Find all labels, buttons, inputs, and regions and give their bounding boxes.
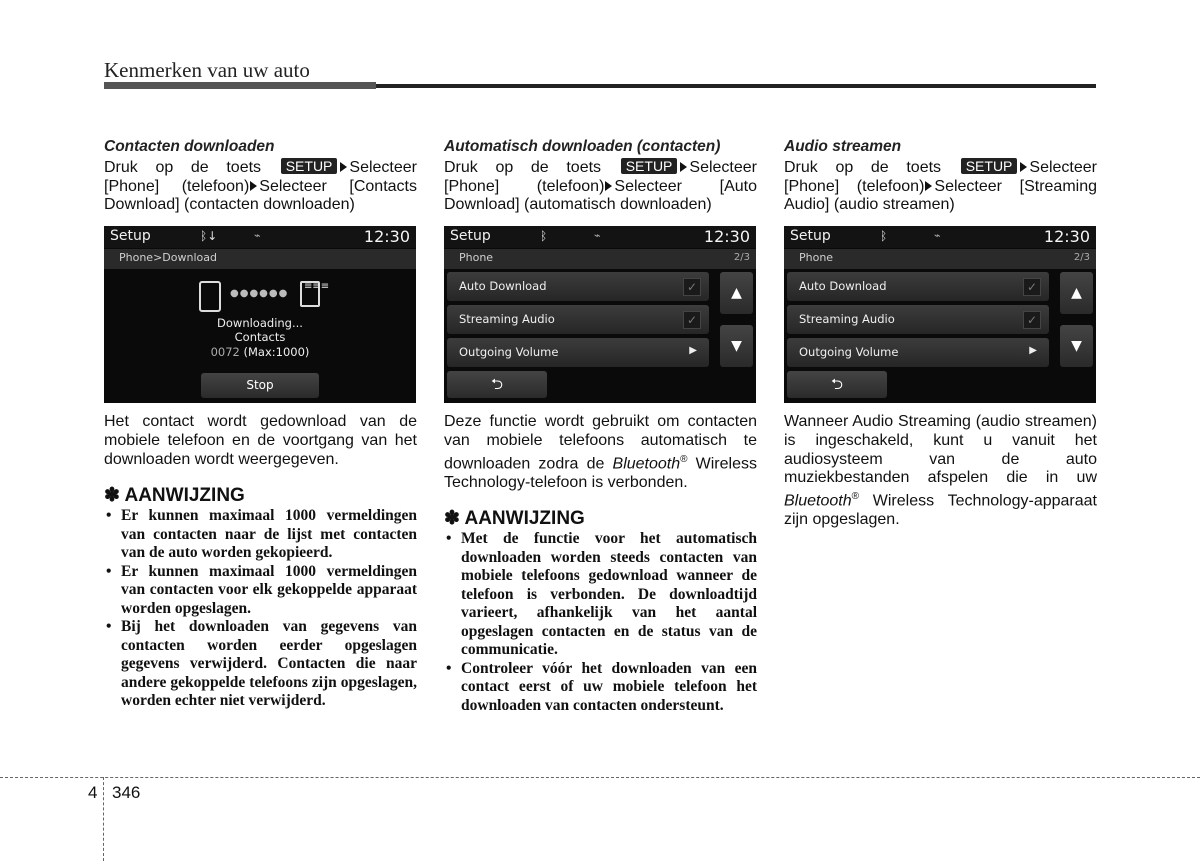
screen-download [104,226,416,403]
menu-item-label: Outgoing Volume [799,345,899,360]
instruction-part: Druk op de toets [444,159,602,176]
checkbox-icon[interactable]: ✓ [1023,311,1041,329]
scroll-down-button[interactable]: ▼ [720,325,753,367]
download-count [104,345,416,359]
brand-name: Bluetooth [612,454,681,472]
screen-title: Setup [110,228,151,245]
page-indicator: 2/3 [733,252,750,264]
list-item: • Controleer vóór het downloaden van een contact eerst of uw mobiele telefoon het downloaden van contacten ondersteunt. [444,660,757,716]
setup-key-badge: SETUP [621,158,678,174]
instruction-part: Selecteer [Phone] (telefoon) [444,159,757,195]
screen-breadcrumb: Phone>Download [119,251,217,265]
chevron-right-icon: ▶ [689,345,697,357]
screen-clock: 12:30 [703,227,750,247]
scroll-up-button[interactable]: ▲ [720,272,753,314]
instruction-part: Selecteer [Phone] (telefoon) [784,159,1097,195]
screen-title: Setup [790,228,831,245]
menu-item-streaming-audio[interactable] [447,305,709,334]
back-button[interactable]: ⮌ [787,371,887,398]
instruction-text [104,158,417,215]
header-rule-accent [104,82,376,89]
menu-item-auto-download[interactable] [787,272,1049,301]
page-title: Kenmerken van uw auto [104,58,310,82]
registered-mark: ® [851,490,859,502]
body-part: Deze functie wordt gebruikt om contacten van mobiele telefoons automatisch te downloaden zodra de [444,413,757,472]
instruction-part: Selecteer [Streaming Audio] (audio streamen) [784,177,1097,214]
screen-title: Setup [450,228,491,245]
footer-vertical-divider [103,777,104,861]
menu-item-label: Auto Download [799,279,887,294]
list-item: • Er kunnen maximaal 1000 vermeldingen van contacten naar de lijst met contacten van de auto worden gekopieerd. [104,507,417,563]
body-text: Het contact wordt gedownload van de mobiele telefoon en de voortgang van het downloaden wordt weergegeven. [104,413,417,468]
menu-item-label: Auto Download [459,279,547,294]
menu-item-label: Streaming Audio [459,312,555,327]
screen-title-bar [784,226,1096,248]
triangle-arrow-icon [340,162,347,172]
section-heading: Automatisch downloaden (contacten) [444,138,721,155]
bluetooth-icon: ᛒ [880,229,888,244]
footer-divider [0,777,1200,778]
instruction-text [444,158,757,215]
triangle-arrow-icon [250,181,257,191]
column-auto-download [444,138,757,715]
body-part: Wanneer Audio Streaming (audio streamen) is ingeschakeld, kunt u vanuit het audiosysteem van de auto muziekbestanden afspelen die in uw [784,413,1097,487]
back-button[interactable]: ⮌ [447,371,547,398]
section-heading: Audio streamen [784,138,902,155]
section-heading: Contacten downloaden [104,138,275,155]
screen-section: Phone [459,251,494,265]
setup-key-badge: SETUP [281,158,338,174]
scroll-down-button[interactable]: ▼ [1060,325,1093,367]
instruction-part: Selecteer [Contacts Download] (contacten downloaden) [104,177,417,214]
download-status: Downloading... [217,316,303,331]
brand-name: Bluetooth [784,492,852,510]
note-box [444,507,757,715]
screen-phone-settings [784,226,1096,403]
screen-section-bar [444,249,756,269]
usb-icon: ⌁ [934,229,941,243]
chapter-number: 4 [88,783,98,802]
triangle-arrow-icon [1020,162,1027,172]
bluetooth-icon: ᛒ [540,229,548,244]
triangle-arrow-icon [680,162,687,172]
checkbox-icon[interactable]: ✓ [1023,278,1041,296]
screen-section: Phone [799,251,834,265]
screen-breadcrumb-bar [104,249,416,269]
list-item: • Er kunnen maximaal 1000 vermeldingen van contacten voor elk gekoppelde apparaat worden opgeslagen. [104,563,417,619]
note-heading: ✽ AANWIJZING [444,508,585,530]
chevron-right-icon: ▶ [1029,345,1037,357]
screen-clock: 12:30 [363,227,410,247]
registered-mark: ® [680,453,688,465]
phone-icon [199,281,221,312]
triangle-arrow-icon [605,181,612,191]
scroll-up-button[interactable]: ▲ [1060,272,1093,314]
column-contacts-download [104,138,417,711]
checkbox-icon[interactable]: ✓ [683,311,701,329]
screen-title-bar [444,226,756,248]
menu-item-auto-download[interactable] [447,272,709,301]
note-box [104,484,417,711]
instruction-text [784,158,1097,215]
download-count-value: 0072 [210,345,240,360]
checkbox-icon[interactable]: ✓ [683,278,701,296]
instruction-part: Druk op de toets [784,159,942,176]
note-heading: ✽ AANWIJZING [104,485,245,507]
page-indicator: 2/3 [1073,252,1090,264]
usb-icon: ⌁ [254,229,261,243]
instruction-part: Selecteer [Auto Download] (automatisch downloaden) [444,177,757,214]
body-part: Wireless Technology-apparaat zijn opgeslagen. [784,492,1097,528]
screen-title-bar [104,226,416,248]
contacts-list-icon: ≡≡≡ [300,281,320,307]
note-list [104,507,417,711]
note-list [444,530,757,715]
stop-button[interactable]: Stop [201,373,319,398]
bluetooth-icon: ᛒ↓ [200,229,218,244]
screen-clock: 12:30 [1043,227,1090,247]
menu-item-outgoing-volume[interactable] [447,338,709,367]
download-type: Contacts [234,330,286,345]
setup-key-badge: SETUP [961,158,1018,174]
list-item: • Bij het downloaden van gegevens van contacten worden eerder opgeslagen gegevens verwijderd. Contacten die naar andere gekoppelde telefoons zijn opgeslagen, worden echter niet verwijderd. [104,618,417,711]
download-max: (Max:1000) [239,345,310,360]
instruction-part: Druk op de toets [104,159,262,176]
body-text [784,413,1097,530]
body-part: Wireless Technology-telefoon is verbonden. [444,454,757,491]
menu-item-label: Streaming Audio [799,312,895,327]
triangle-arrow-icon [925,181,932,191]
screen-phone-settings [444,226,756,403]
menu-item-label: Outgoing Volume [459,345,559,360]
instruction-part: Selecteer [Phone] (telefoon) [104,159,417,195]
menu-item-outgoing-volume[interactable] [787,338,1049,367]
screen-section-bar [784,249,1096,269]
menu-item-streaming-audio[interactable] [787,305,1049,334]
column-audio-streaming [784,138,1097,530]
body-text [444,413,757,492]
list-item: • Met de functie voor het automatisch downloaden worden steeds contacten van mobiele telefoons gedownload wanneer de telefoon is verbonden. De downloadtijd varieert, afhankelijk van het aantal opgeslagen contacten en de status van de communicatie. [444,530,757,660]
page-number: 346 [112,783,141,802]
progress-dots: ●●●●●● [230,288,289,300]
usb-icon: ⌁ [594,229,601,243]
